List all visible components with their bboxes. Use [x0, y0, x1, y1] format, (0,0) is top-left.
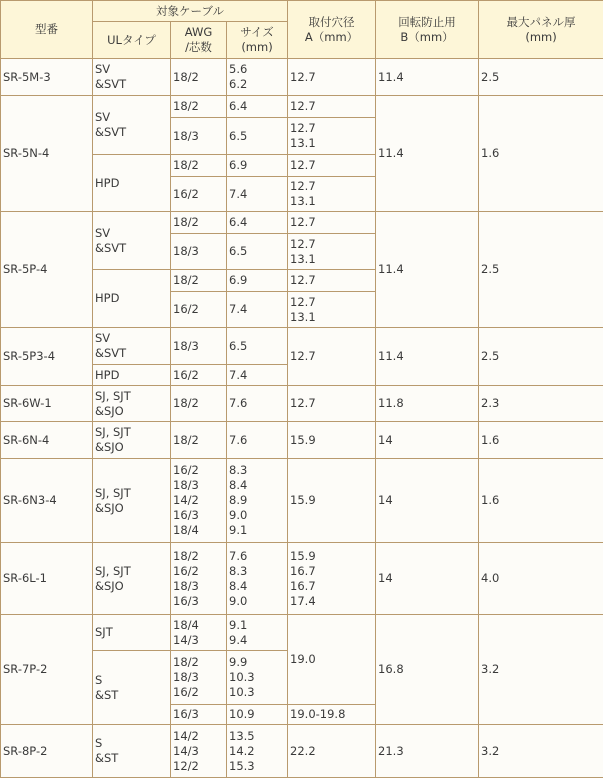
rotation-cell: 11.4 — [376, 212, 479, 328]
size-cell: 9.1 9.4 — [227, 615, 288, 651]
header-size: サイズ (mm) — [227, 22, 288, 59]
size-cell: 6.9 — [227, 270, 288, 292]
ul-cell: SV &SVT — [93, 328, 171, 365]
panel-cell: 2.5 — [479, 328, 603, 386]
table-row — [1, 543, 603, 615]
hole-cell: 12.7 — [288, 386, 376, 422]
size-cell: 6.5 — [227, 118, 288, 155]
panel-cell: 1.6 — [479, 422, 603, 459]
size-cell: 7.4 — [227, 177, 288, 212]
ul-cell: S &ST — [93, 725, 171, 778]
rotation-cell: 11.4 — [376, 328, 479, 386]
header-panel: 最大パネル厚 (mm) — [479, 1, 603, 59]
header-awg: AWG /芯数 — [171, 22, 227, 59]
hole-cell: 22.2 — [288, 725, 376, 778]
model-cell: SR-5P3-4 — [1, 328, 93, 386]
panel-cell: 2.3 — [479, 386, 603, 422]
table-row — [1, 615, 603, 651]
panel-cell: 2.5 — [479, 212, 603, 328]
hole-cell: 12.7 13.1 — [288, 118, 376, 155]
table-row — [1, 386, 603, 422]
awg-cell: 16/2 — [171, 292, 227, 328]
table-row — [1, 459, 603, 543]
rotation-cell: 11.4 — [376, 59, 479, 96]
model-cell: SR-7P-2 — [1, 615, 93, 725]
awg-cell: 16/3 — [171, 705, 227, 725]
hole-cell: 15.9 — [288, 459, 376, 543]
ul-cell: S &ST — [93, 651, 171, 725]
size-cell: 7.6 8.3 8.4 9.0 — [227, 543, 288, 615]
size-cell: 7.6 — [227, 386, 288, 422]
size-cell: 6.9 — [227, 155, 288, 177]
size-cell: 9.9 10.3 10.3 — [227, 651, 288, 705]
size-cell: 6.5 — [227, 328, 288, 365]
ul-cell: HPD — [93, 270, 171, 328]
panel-cell: 1.6 — [479, 96, 603, 212]
hole-cell: 19.0-19.8 — [288, 705, 376, 725]
awg-cell: 18/3 — [171, 234, 227, 270]
awg-cell: 18/2 — [171, 422, 227, 459]
rotation-cell: 14 — [376, 543, 479, 615]
size-cell: 7.6 — [227, 422, 288, 459]
model-cell: SR-8P-2 — [1, 725, 93, 778]
hole-cell: 15.9 16.7 16.7 17.4 — [288, 543, 376, 615]
awg-cell: 18/2 — [171, 59, 227, 96]
header-cable: 対象ケーブル — [93, 1, 288, 22]
ul-cell: SV &SVT — [93, 96, 171, 155]
awg-cell: 18/3 — [171, 118, 227, 155]
ul-cell: SJ, SJT &SJO — [93, 386, 171, 422]
ul-cell: SJ, SJT &SJO — [93, 459, 171, 543]
size-cell: 10.9 — [227, 705, 288, 725]
awg-cell: 16/2 — [171, 177, 227, 212]
ul-cell: HPD — [93, 155, 171, 212]
hole-cell: 12.7 — [288, 59, 376, 96]
header-model: 型番 — [1, 1, 93, 59]
awg-cell: 18/4 14/3 — [171, 615, 227, 651]
model-cell: SR-5P-4 — [1, 212, 93, 328]
model-cell: SR-6W-1 — [1, 386, 93, 422]
awg-cell: 16/2 — [171, 365, 227, 386]
panel-cell: 1.6 — [479, 459, 603, 543]
size-cell: 13.5 14.2 15.3 — [227, 725, 288, 778]
hole-cell: 12.7 — [288, 96, 376, 118]
awg-cell: 18/2 — [171, 155, 227, 177]
size-cell: 6.4 — [227, 212, 288, 234]
panel-cell: 2.5 — [479, 59, 603, 96]
panel-cell: 4.0 — [479, 543, 603, 615]
table-row — [1, 59, 603, 96]
hole-cell: 12.7 — [288, 155, 376, 177]
model-cell: SR-5M-3 — [1, 59, 93, 96]
header-hole: 取付穴径 A（mm） — [288, 1, 376, 59]
hole-cell: 19.0 — [288, 615, 376, 705]
size-cell: 7.4 — [227, 365, 288, 386]
size-cell: 6.4 — [227, 96, 288, 118]
model-cell: SR-6L-1 — [1, 543, 93, 615]
model-cell: SR-5N-4 — [1, 96, 93, 212]
awg-cell: 14/2 14/3 12/2 — [171, 725, 227, 778]
hole-cell: 15.9 — [288, 422, 376, 459]
hole-cell: 12.7 13.1 — [288, 292, 376, 328]
ul-cell: SV &SVT — [93, 59, 171, 96]
table-row — [1, 212, 603, 234]
awg-cell: 18/2 — [171, 386, 227, 422]
table-row — [1, 725, 603, 778]
rotation-cell: 16.8 — [376, 615, 479, 725]
ul-cell: SJ, SJT &SJO — [93, 543, 171, 615]
awg-cell: 18/2 16/2 18/3 16/3 — [171, 543, 227, 615]
awg-cell: 18/2 — [171, 212, 227, 234]
hole-cell: 12.7 13.1 — [288, 177, 376, 212]
model-cell: SR-6N-4 — [1, 422, 93, 459]
rotation-cell: 14 — [376, 422, 479, 459]
awg-cell: 18/2 18/3 16/2 — [171, 651, 227, 705]
hole-cell: 12.7 — [288, 328, 376, 386]
rotation-cell: 14 — [376, 459, 479, 543]
header-rotation: 回転防止用 B（mm） — [376, 1, 479, 59]
model-cell: SR-6N3-4 — [1, 459, 93, 543]
size-cell: 7.4 — [227, 292, 288, 328]
hole-cell: 12.7 — [288, 270, 376, 292]
panel-cell: 3.2 — [479, 725, 603, 778]
size-cell: 6.5 — [227, 234, 288, 270]
ul-cell: SJ, SJT &SJO — [93, 422, 171, 459]
panel-cell: 3.2 — [479, 615, 603, 725]
hole-cell: 12.7 13.1 — [288, 234, 376, 270]
table-row — [1, 422, 603, 459]
size-cell: 5.6 6.2 — [227, 59, 288, 96]
awg-cell: 16/2 18/3 14/2 16/3 18/4 — [171, 459, 227, 543]
awg-cell: 18/2 — [171, 96, 227, 118]
ul-cell: HPD — [93, 365, 171, 386]
rotation-cell: 11.8 — [376, 386, 479, 422]
hole-cell: 12.7 — [288, 212, 376, 234]
header-ul-type: ULタイプ — [93, 22, 171, 59]
table-row — [1, 328, 603, 365]
size-cell: 8.3 8.4 8.9 9.0 9.1 — [227, 459, 288, 543]
rotation-cell: 21.3 — [376, 725, 479, 778]
rotation-cell: 11.4 — [376, 96, 479, 212]
ul-cell: SJT — [93, 615, 171, 651]
ul-cell: SV &SVT — [93, 212, 171, 270]
awg-cell: 18/2 — [171, 270, 227, 292]
awg-cell: 18/3 — [171, 328, 227, 365]
table-row — [1, 96, 603, 118]
